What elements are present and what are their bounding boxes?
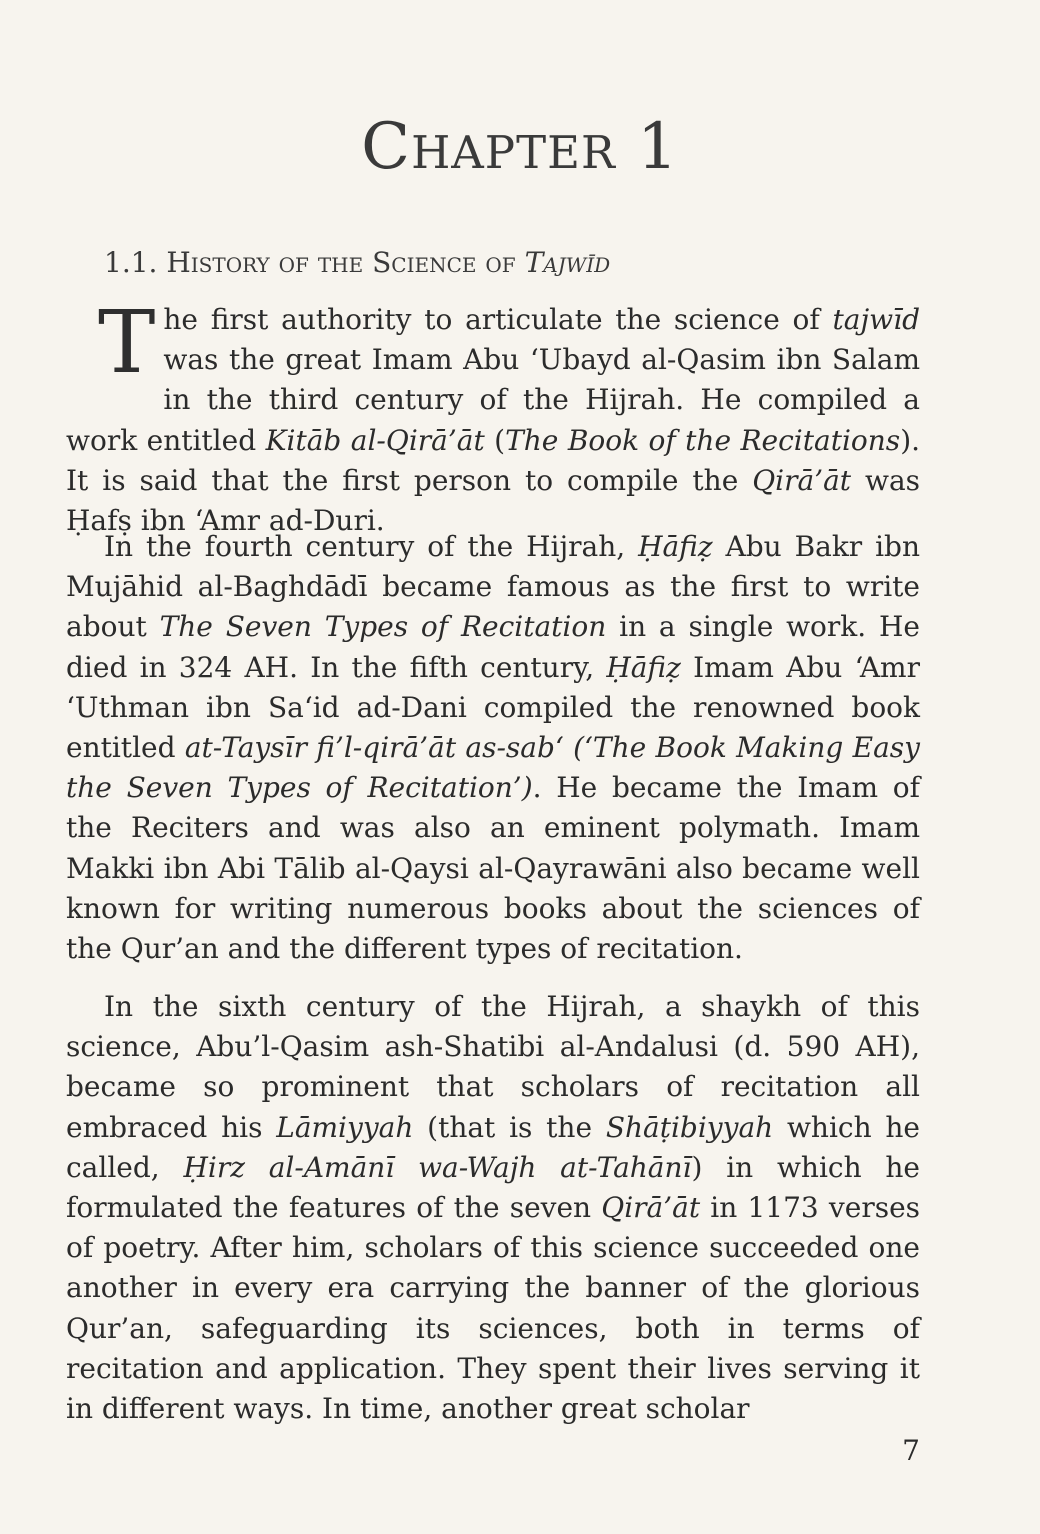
drop-cap: T	[98, 293, 156, 393]
p2-text: . He became the Imam of the Reciters and was also an eminent polymath. Imam Makki ibn Abi Tālib al-Qaysi al-Qayrawāni also became well known for writing numerous books about the sciences of the Qur’an and the different types of recitation.	[66, 771, 920, 966]
p3-italic: Shāṭibiyyah	[605, 1110, 774, 1144]
p2-text: Imam Abu ‘Amr ‘Uthman ibn Sa‘id ad-Dani compiled the renowned book entitled	[66, 650, 920, 765]
p1-italic: Kitāb al-Qirā’āt	[265, 423, 485, 457]
p1-text: (	[484, 423, 506, 457]
p1-italic: The Book of the Recitations	[505, 423, 901, 457]
p2-italic: Ḥāfiẓ	[606, 650, 681, 684]
section-title-italic: Tajwīd	[524, 246, 611, 279]
p2-text: in a single work. He died in 324 AH. In the fifth century,	[66, 610, 920, 684]
section-title: History of the Science of	[166, 246, 516, 279]
p3-text: (that is the	[413, 1110, 606, 1144]
p2-italic: at-Taysīr fi’l-qirā’āt as-sab‘ (‘The Book Making Easy the Seven Types of Recitation’)	[66, 731, 920, 805]
p1-italic: Qirā’āt	[752, 463, 852, 497]
section-heading	[104, 246, 610, 279]
page-number: 7	[902, 1434, 920, 1467]
p2-text: Abu Bakr ibn Mujāhid al-Baghdādī became famous as the first to write about	[66, 530, 921, 644]
p3-text: which he called,	[66, 1110, 920, 1184]
p3-italic: Qirā’āt	[601, 1191, 701, 1225]
p3-text: in 1173 verses of poetry. After him, scholars of this science succeeded one another in every era carrying the banner of the glorious Qur’an, safeguarding its sciences, both in terms of recitation and application. They spent their lives serving it in different ways. In time, another great scholar	[66, 1191, 921, 1426]
p3-text: In the sixth century of the Hijrah, a shaykh of this science, Abu’l-Qasim ash-Shatibi al-Andalusi (d. 590 AH), became so prominent that scholars of recitation all embraced his	[66, 990, 920, 1144]
p3-italic: Lāmiyyah	[276, 1110, 414, 1144]
paragraph-2	[66, 527, 920, 969]
p1-text: was the great Imam Abu ‘Ubayd al-Qasim ibn Salam in the third century of the Hijrah. He compiled a work entitled	[66, 343, 920, 457]
p1-text: ). It is said that the first person to compile the	[66, 423, 921, 497]
paragraph-1	[66, 293, 921, 541]
section-number: 1.1.	[104, 246, 158, 279]
p1-text: was Ḥafṣ ibn ‘Amr ad-Duri.	[66, 463, 921, 538]
p2-italic: The Seven Types of Recitation	[159, 610, 607, 644]
p2-italic: Ḥāfiẓ	[638, 530, 713, 563]
paragraph-3	[66, 987, 920, 1429]
p3-italic: Ḥirz al-Amānī wa-Wajh at-Tahānī	[183, 1150, 692, 1184]
p1-text: he first authority to articulate the science of	[163, 303, 833, 336]
p1-italic: tajwīd	[832, 303, 920, 336]
chapter-title: Chapter 1	[361, 110, 679, 184]
p2-text: In the fourth century of the Hijrah,	[104, 530, 639, 563]
p3-text: ) in which he formulated the features of the seven	[66, 1150, 920, 1225]
